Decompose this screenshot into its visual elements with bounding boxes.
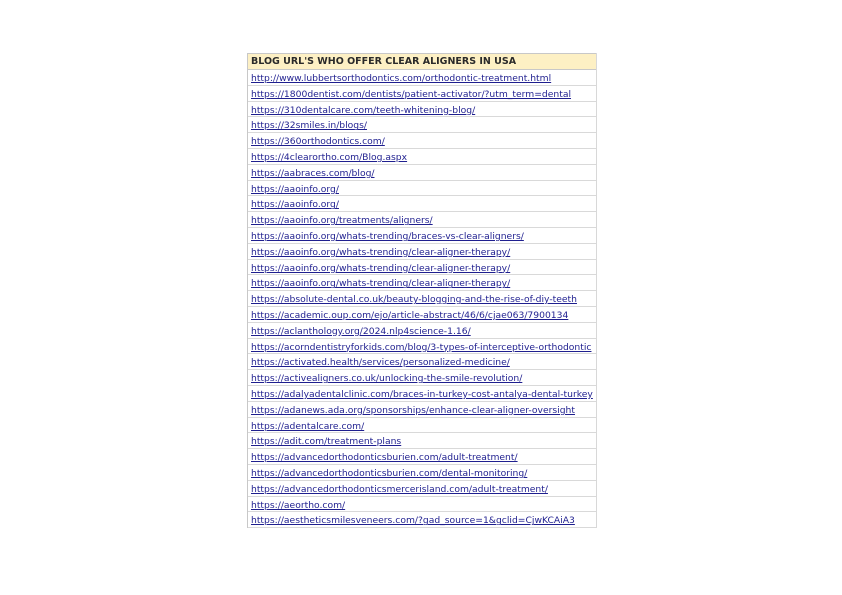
url-link[interactable]: https://adalyadentalclinic.com/braces-in-turkey-cost-antalya-dental-turkey [251,388,593,400]
url-link[interactable]: https://activated.health/services/personalized-medicine/ [251,357,510,369]
table-row [248,70,596,86]
table-row [248,133,596,149]
table-row [248,212,596,228]
url-link[interactable]: https://aaoinfo.org/ [251,199,339,211]
url-link[interactable]: https://aaoinfo.org/whats-trending/clear-aligner-therapy/ [251,262,511,274]
url-link[interactable]: https://advancedorthodonticsburien.com/dental-monitoring/ [251,467,528,479]
table-row [248,196,596,212]
url-link[interactable]: https://adit.com/treatment-plans [251,436,402,448]
url-link[interactable]: https://aestheticsmilesveneers.com/?gad_source=1&gclid=CjwKCAiA3 [251,515,575,527]
url-link[interactable]: http://www.lubbertsorthodontics.com/orthodontic-treatment.html [251,73,552,84]
url-link[interactable]: https://aaoinfo.org/whats-trending/clear-aligner-therapy/ [251,278,511,290]
table-row [248,86,596,102]
url-link[interactable]: https://advancedorthodonticsburien.com/adult-treatment/ [251,452,518,464]
url-link[interactable]: https://aaoinfo.org/treatments/aligners/ [251,215,433,227]
table-row [248,275,596,291]
url-link[interactable]: https://activealigners.co.uk/unlocking-the-smile-revolution/ [251,373,523,385]
url-link[interactable]: https://32smiles.in/blogs/ [251,120,368,132]
table-row [248,339,596,355]
table-row [248,260,596,276]
table-row [248,449,596,465]
url-link[interactable]: https://360orthodontics.com/ [251,136,385,148]
column-header: BLOG URL'S WHO OFFER CLEAR ALIGNERS IN USA [248,53,596,70]
table-row [248,149,596,165]
url-link[interactable]: https://310dentalcare.com/teeth-whitening-blog/ [251,104,476,116]
table-row [248,512,596,528]
url-link[interactable]: https://aeortho.com/ [251,499,346,511]
table-row [248,323,596,339]
table-row [248,165,596,181]
url-link[interactable]: https://acorndentistryforkids.com/blog/3-types-of-interceptive-orthodontic [251,341,592,353]
table-row [248,354,596,370]
url-link[interactable]: https://aaoinfo.org/whats-trending/braces-vs-clear-aligners/ [251,230,524,242]
url-link[interactable]: https://advancedorthodonticsmercerisland.com/adult-treatment/ [251,483,548,495]
table-row [248,117,596,133]
table-row [248,386,596,402]
table-row [248,370,596,386]
url-link[interactable]: https://adanews.ada.org/sponsorships/enhance-clear-aligner-oversight [251,404,575,416]
url-link[interactable]: https://adentalcare.com/ [251,420,365,432]
url-link[interactable]: https://aaoinfo.org/whats-trending/clear-aligner-therapy/ [251,246,511,258]
table-row [248,244,596,260]
table-row [248,228,596,244]
table-row [248,418,596,434]
url-link[interactable]: https://aabraces.com/blog/ [251,167,375,179]
url-list [248,70,596,528]
url-link[interactable]: https://aclanthology.org/2024.nlp4science-1.16/ [251,325,471,337]
url-link[interactable]: https://absolute-dental.co.uk/beauty-blogging-and-the-rise-of-diy-teeth [251,294,577,306]
spreadsheet-table [247,53,597,528]
table-row [248,497,596,513]
table-row [248,291,596,307]
table-row [248,465,596,481]
table-row [248,433,596,449]
url-link[interactable]: https://aaoinfo.org/ [251,183,339,195]
url-link[interactable]: https://academic.oup.com/ejo/article-abstract/46/6/cjae063/7900134 [251,309,569,321]
table-row [248,102,596,118]
table-row [248,402,596,418]
table-row [248,307,596,323]
table-row [248,481,596,497]
url-link[interactable]: https://4clearortho.com/Blog.aspx [251,151,408,163]
table-row [248,181,596,197]
url-link[interactable]: https://1800dentist.com/dentists/patient-activator/?utm_term=dental [251,88,572,100]
